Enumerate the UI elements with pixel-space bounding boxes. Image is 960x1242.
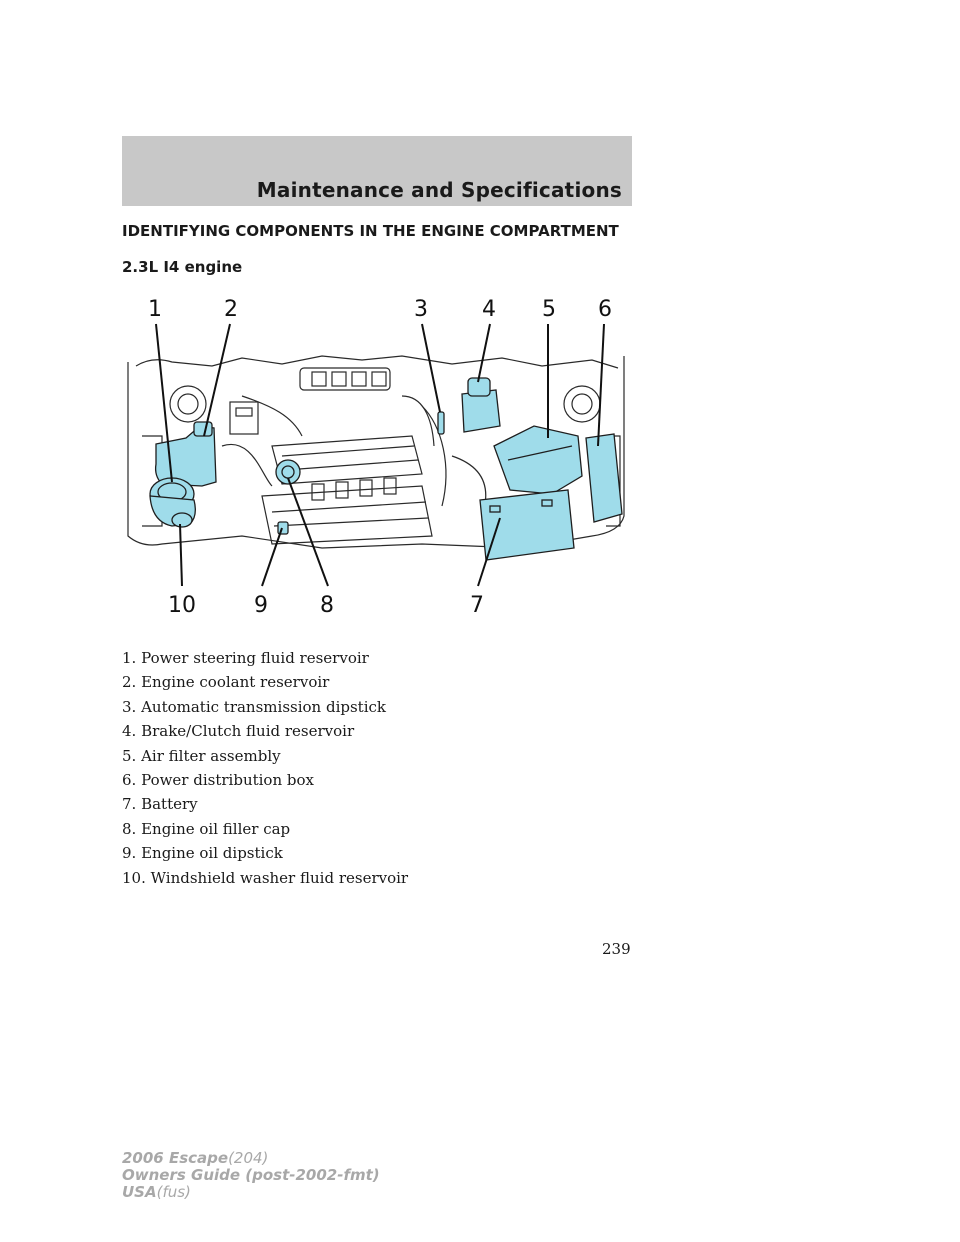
page-heading: IDENTIFYING COMPONENTS IN THE ENGINE COMPARTMENT <box>122 222 619 240</box>
callout-1: 1 <box>148 297 162 322</box>
footer-line-1 <box>122 1150 380 1167</box>
air-filter-assembly-shape <box>494 426 582 494</box>
legend-item: 5. Air filter assembly <box>122 746 281 765</box>
legend-item: 7. Battery <box>122 795 198 814</box>
page-number: 239 <box>602 940 631 958</box>
legend-item: 6. Power distribution box <box>122 770 314 789</box>
legend-item: 2. Engine coolant reservoir <box>122 673 330 692</box>
callout-2: 2 <box>224 297 238 322</box>
legend-item: 10. Windshield washer fluid reservoir <box>122 868 409 887</box>
callout-9: 9 <box>254 593 268 618</box>
callout-8: 8 <box>320 593 334 618</box>
coolant-cap-shape <box>194 422 212 436</box>
battery-shape <box>480 490 574 560</box>
callout-10: 10 <box>168 593 196 618</box>
washer-cap-shape <box>172 513 192 527</box>
document-footer <box>122 1150 380 1201</box>
footer-model-code: (204) <box>228 1149 269 1167</box>
callout-7: 7 <box>470 593 484 618</box>
legend-item: 1. Power steering fluid reservoir <box>122 649 369 667</box>
footer-market-code: (fus) <box>156 1183 191 1201</box>
engine-compartment-diagram <box>122 286 632 626</box>
callout-5: 5 <box>542 297 556 322</box>
engine-subheading: 2.3L I4 engine <box>122 258 243 276</box>
section-title: Maintenance and Specifications <box>256 178 622 202</box>
legend-item: 8. Engine oil filler cap <box>122 819 291 838</box>
footer-guide: Owners Guide (post-2002-fmt) <box>122 1166 380 1184</box>
legend-item: 3. Automatic transmission dipstick <box>122 697 386 716</box>
component-legend <box>122 648 408 892</box>
callout-3: 3 <box>414 297 428 322</box>
power-distribution-box-shape <box>586 434 622 522</box>
footer-line-3 <box>122 1184 380 1201</box>
highlighted-components <box>150 378 622 560</box>
legend-item: 4. Brake/Clutch fluid reservoir <box>122 722 355 741</box>
section-header-band <box>122 136 632 206</box>
transmission-dipstick-shape <box>438 412 444 434</box>
legend-item: 9. Engine oil dipstick <box>122 844 283 863</box>
callout-4: 4 <box>482 297 496 322</box>
footer-model: 2006 Escape <box>122 1149 229 1167</box>
callout-6: 6 <box>598 297 612 322</box>
footer-market: USA <box>122 1183 157 1201</box>
footer-line-2 <box>122 1167 380 1184</box>
